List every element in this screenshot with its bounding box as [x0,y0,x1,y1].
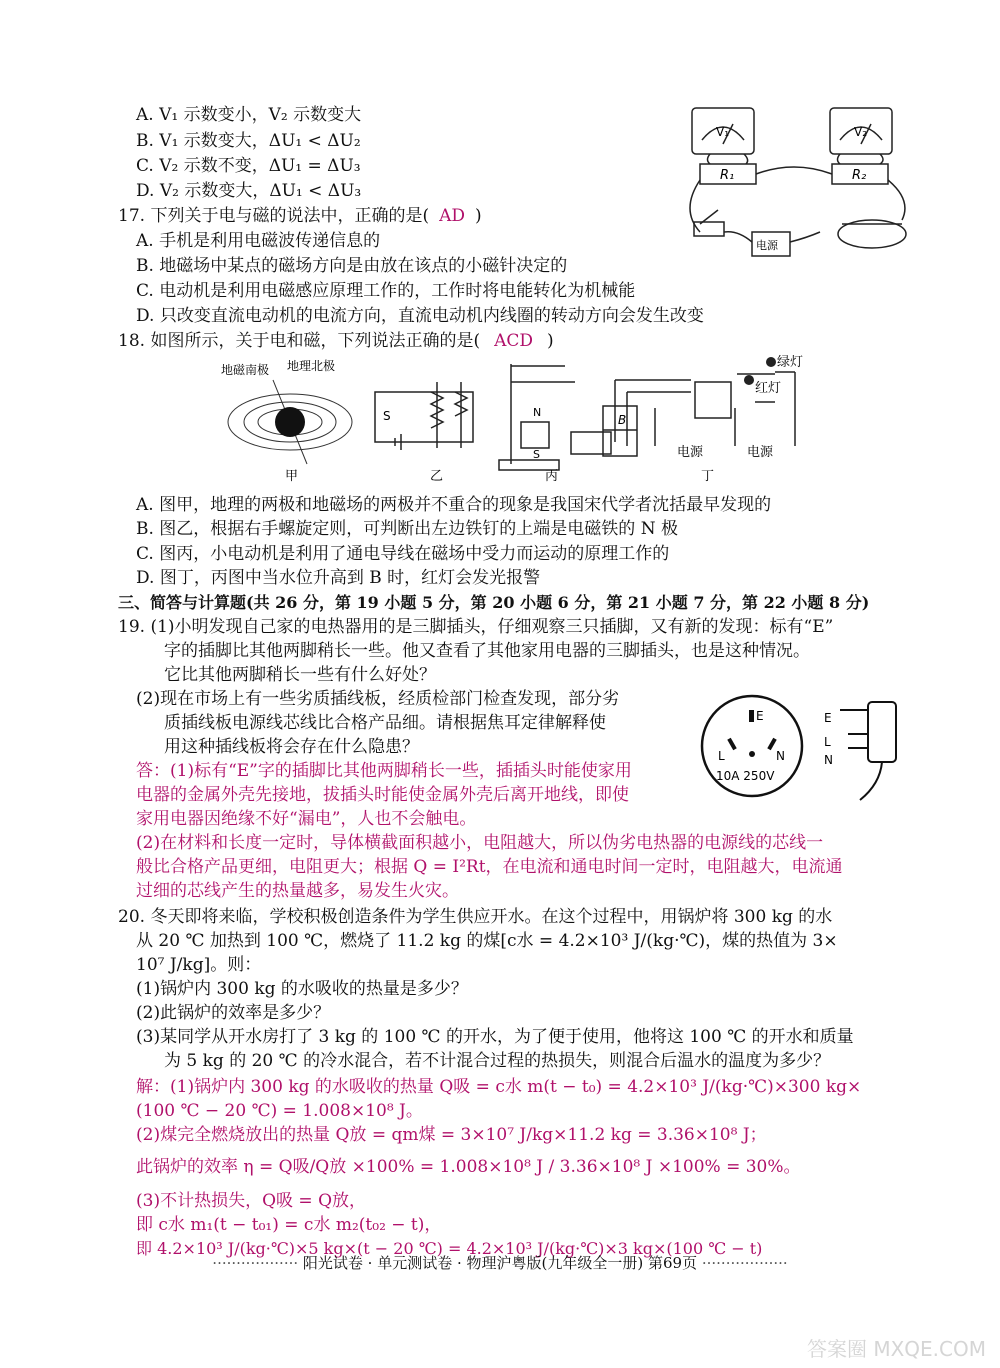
q20-answer-6: 即 c水 m₁(t − t₀₁) = c水 m₂(t₀₂ − t)， [136,1215,442,1235]
v2-label: V₂ [854,125,868,139]
q20-line-5: (2)此锅炉的效率是多少？ [136,1003,331,1023]
q18-option-a: A. 图甲，地理的两极和地磁场的两极并不重合的现象是我国宋代学者沈括最早发现的 [136,495,772,515]
q18-option-b: B. 图乙，根据右手螺旋定则，可判断出左边铁钉的上端是电磁铁的 N 极 [136,519,678,539]
q20-answer-7: 即 4.2×10³ J/(kg·℃)×5 kg×(t − 20 ℃) = 4.2×10³ J/(kg·℃)×3 kg×(100 ℃ − t) [136,1239,763,1258]
q19-line-3: 它比其他两脚稍长一些有什么好处？ [164,665,436,685]
earth [275,407,305,437]
socket-e-slot [749,710,754,722]
socket-l-label: L [718,749,725,763]
red-lamp-label: 红灯 [755,381,782,396]
q16-option-b: B. V₁ 示数变大，ΔU₁ < ΔU₂ [136,131,361,151]
q19-line-1: 19. (1)小明发现自己家的电热器用的是三脚插头，仔细观察三只插脚，又有新的发现：标有“E” [118,617,834,637]
q17-option-c: C. 电动机是利用电磁感应原理工作的，工作时将电能转化为机械能 [136,281,636,301]
q20-line-6: (3)某同学从开水房打了 3 kg 的 100 ℃ 的开水，为了便于使用，他将这 100 ℃ 的开水和质量 [136,1027,854,1047]
plug-n-label: N [824,753,833,767]
q17-option-b: B. 地磁场中某点的磁场方向是由放在该点的小磁针决定的 [136,256,568,276]
q20-line-1: 20. 冬天即将来临，学校积极创造条件为学生供应开水。在这个过程中，用锅炉将 300 kg 的水 [118,907,833,927]
r1-label: R₁ [720,168,735,183]
q20-answer-1: 解：(1)锅炉内 300 kg 的水吸收的热量 Q吸 = c水 m(t − t₀) = 4.2×10³ J/(kg·℃)×300 kg× [136,1077,862,1097]
q18-option-c: C. 图丙，小电动机是利用了通电导线在磁场中受力而运动的原理工作的 [136,544,670,564]
source-label: 电源 [756,239,778,252]
q20-line-2: 从 20 ℃ 加热到 100 ℃，燃烧了 11.2 kg 的煤[c水 = 4.2×10³ J/(kg·℃)，煤的热值为 3× [136,931,838,951]
q19-socket-figure [700,688,900,808]
battery-bing [571,432,611,454]
q18-stem: 18. 如图所示，关于电和磁，下列说法正确的是( ACD ) [118,331,554,351]
q19-line-6: 用这种插线板将会存在什么隐患？ [164,737,419,757]
yi-label: 乙 [430,469,444,484]
bing-label: 丙 [545,469,559,484]
socket-l-slot [727,738,736,750]
plug [840,702,896,800]
s-label-yi: S [383,409,391,423]
q19-answer-5: 般比合格产品更细，电阻更大；根据 Q = I²Rt，在电流和通电时间一定时，电阻越大，电流通 [136,857,843,877]
electromagnet [695,382,731,418]
socket-rating: 10A 250V [716,769,775,783]
page-footer: ·················· 阳光试卷 · 单元测试卷 · 物理沪粤版(九年级全一册) 第69页 ·················· [212,1254,788,1272]
q16-circuit-figure [680,100,920,265]
q20-answer-3: (2)煤完全燃烧放出的热量 Q放 = qm煤 = 3×10⁷ J/kg×11.2 kg = 3.36×10⁸ J； [136,1125,767,1145]
q19-answer-4: (2)在材料和长度一定时，导体横截面积越小，电阻越大，所以伪劣电热器的电源线的芯线一 [136,833,824,853]
q20-answer-2: (100 ℃ − 20 ℃) = 1.008×10⁸ J。 [136,1101,423,1121]
q16-option-c: C. V₂ 示数不变，ΔU₁ = ΔU₃ [136,156,361,176]
geo-north-label: 地理北极 [287,359,336,373]
section-3-heading: 三、简答与计算题(共 26 分，第 19 小题 5 分，第 20 小题 6 分，第 21 小题 7 分，第 22 小题 8 分) [118,593,870,612]
q16-option-a: A. V₁ 示数变小，V₂ 示数变大 [136,105,362,125]
figure-bing [499,364,611,470]
q20-line-7: 为 5 kg 的 20 ℃ 的冷水混合，若不计混合过程的热损失，则混合后温水的温度为多少？ [164,1051,831,1071]
green-lamp-icon [766,357,776,367]
plug-l-label: L [824,735,831,749]
q20-answer-5: (3)不计热损失，Q吸 = Q放， [136,1191,367,1211]
q19-answer-1: 答：(1)标有“E”字的插脚比其他两脚稍长一些，插插头时能使家用 [136,761,632,781]
q20-answer-4: 此锅炉的效率 η = Q吸/Q放 ×100% = 1.008×10⁸ J / 3.36×10⁸ J ×100% = 30%。 [136,1157,801,1177]
source2-label: 电源 [747,445,774,460]
jia-label: 甲 [285,469,299,484]
q19-line-5: 质插线板电源线芯线比合格产品细。请根据焦耳定律解释使 [164,713,606,733]
n-label-bing: N [533,406,542,419]
green-lamp-label: 绿灯 [777,355,804,370]
q16-option-d: D. V₂ 示数变大，ΔU₁ < ΔU₃ [136,181,362,201]
q18-option-d: D. 图丁，丙图中当水位升高到 B 时，红灯会发光报警 [136,568,541,588]
geo-south-label: 地磁南极 [221,363,270,377]
plug-e-label: E [824,711,832,725]
switch [694,222,724,236]
q18-figures [215,352,815,487]
q17-option-d: D. 只改变直流电动机的电流方向，直流电动机内线圈的转动方向会发生改变 [136,306,704,326]
source1-label: 电源 [677,445,704,460]
q19-answer-2: 电器的金属外壳先接地，拔插头时能使金属外壳后离开地线，即使 [136,785,629,805]
v1-label: V₁ [716,125,730,139]
red-lamp-icon [744,375,754,385]
q19-answer-3: 家用电器因绝缘不好“漏电”，人也不会触电。 [136,809,477,829]
b-label: B [618,413,627,427]
q19-answer-6: 过细的芯线产生的热量越多，易发生火灾。 [136,881,459,901]
watermark: 答案圈 MXQE.COM [806,1337,986,1361]
s-label-bing: S [533,448,540,461]
socket-n-label: N [776,749,785,763]
q19-line-2: 字的插脚比其他两脚稍长一些。他又查看了其他家用电器的三脚插头，也是这种情况。 [164,641,810,661]
q18-answer: ACD [494,331,533,351]
ding-label: 丁 [701,469,715,484]
socket-e-label: E [756,709,764,723]
q17-answer: AD [439,206,465,226]
q20-line-4: (1)锅炉内 300 kg 的水吸收的热量是多少？ [136,979,468,999]
q17-option-a: A. 手机是利用电磁波传递信息的 [136,231,381,251]
footer-text: 阳光试卷 · 单元测试卷 · 物理沪粤版(九年级全一册) 第69页 [302,1254,698,1272]
r2-label: R₂ [852,168,867,183]
q17-stem: 17. 下列关于电与磁的说法中，正确的是( AD ) [118,206,482,226]
q20-line-3: 10⁷ J/kg]。则： [136,955,262,975]
q19-line-4: (2)现在市场上有一些劣质插线板，经质检部门检查发现，部分劣 [136,689,620,709]
